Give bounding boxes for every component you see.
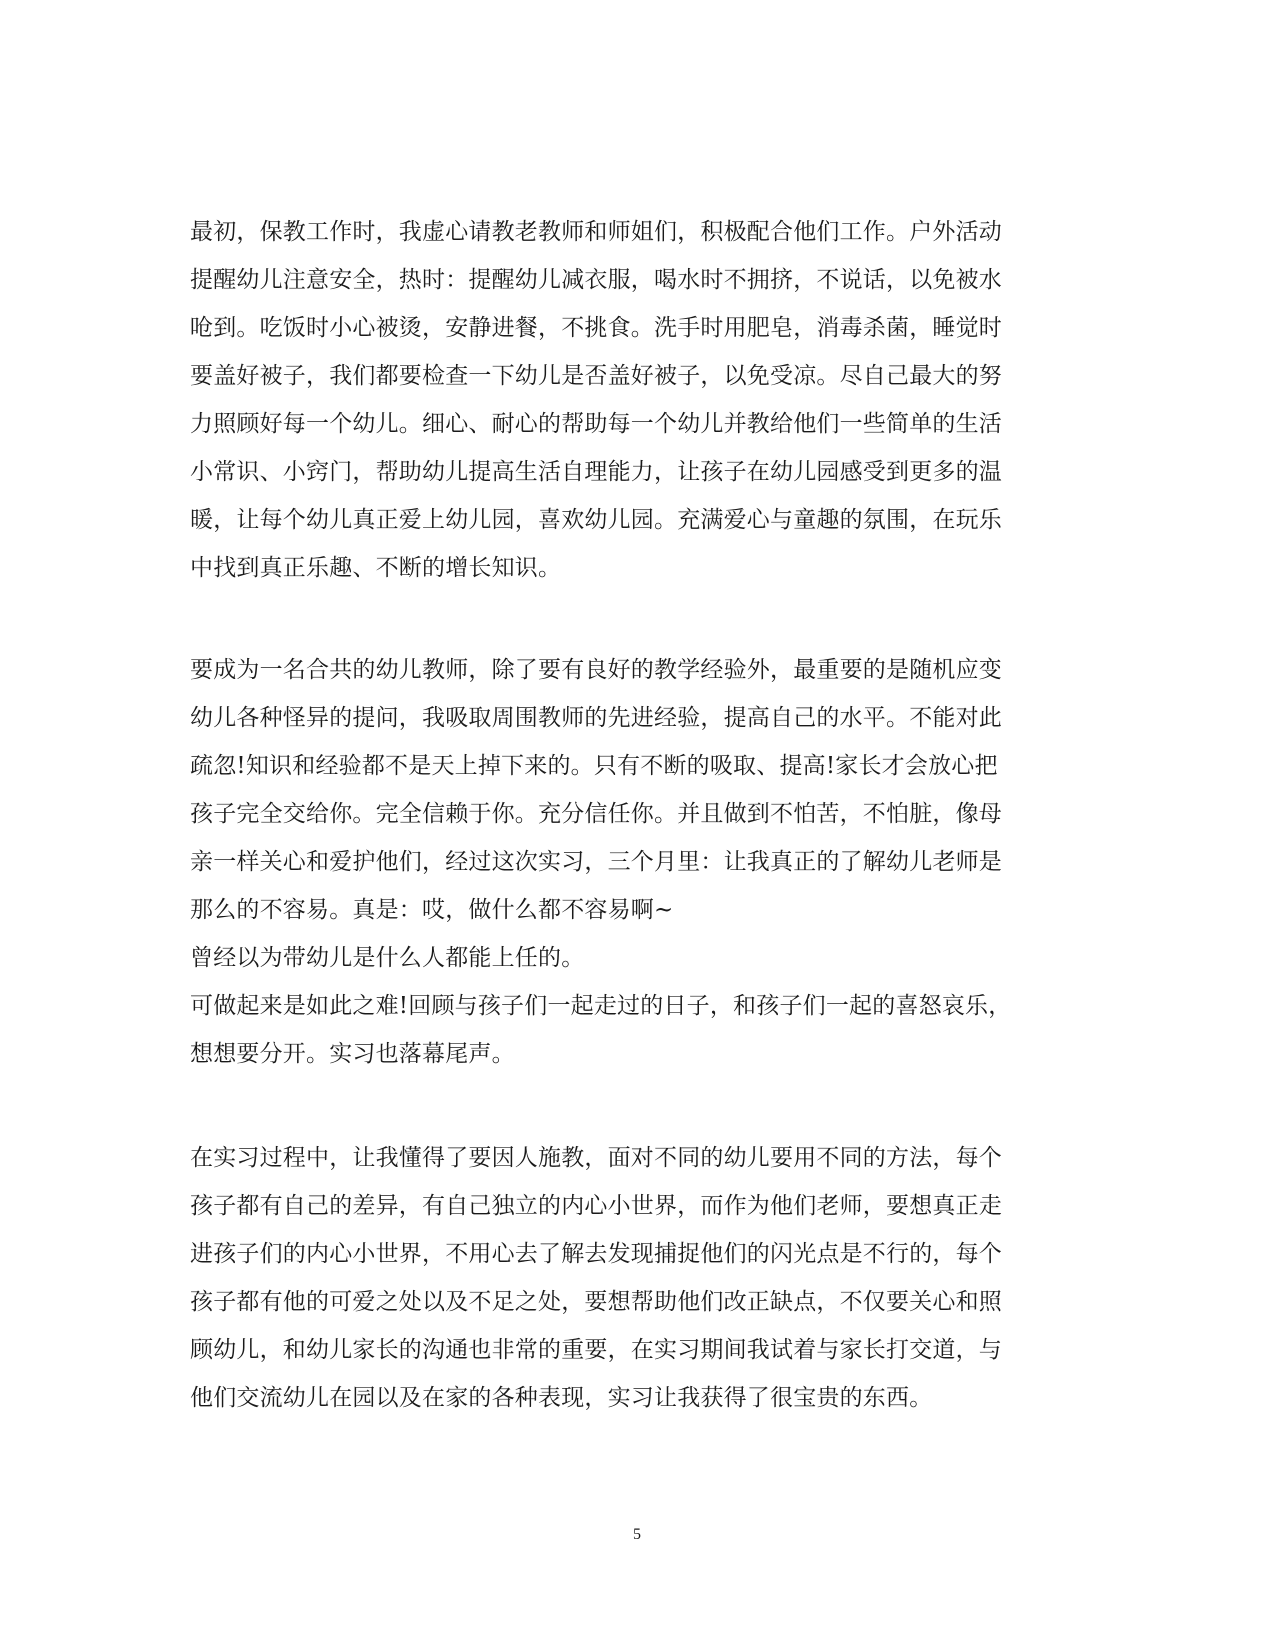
paragraph-line: 中找到真正乐趣、不断的增长知识。 [190,555,562,581]
paragraph-line: 进孩子们的内心小世界，不用心去了解去发现捕捉他们的闪光点是不行的，每个 [190,1241,1002,1267]
paragraph-line: 要成为一名合共的幼儿教师，除了要有良好的教学经验外，最重要的是随机应变 [190,657,1002,683]
paragraph-3 [190,1134,1070,1422]
paragraph-line: 力照顾好每一个幼儿。细心、耐心的帮助每一个幼儿并教给他们一些简单的生活 [190,411,1002,437]
paragraph-line: 疏忽!知识和经验都不是天上掉下来的。只有不断的吸取、提高!家长才会放心把 [190,753,998,779]
paragraph-line: 幼儿各种怪异的提问，我吸取周围教师的先进经验，提高自己的水平。不能对此 [190,705,1002,731]
paragraph-line: 呛到。吃饭时小心被烫，安静进餐，不挑食。洗手时用肥皂，消毒杀菌，睡觉时 [190,315,1002,341]
paragraph-line: 他们交流幼儿在园以及在家的各种表现，实习让我获得了很宝贵的东西。 [190,1385,933,1411]
paragraph-line: 曾经以为带幼儿是什么人都能上任的。 [190,945,585,971]
paragraph-line: 亲一样关心和爱护他们，经过这次实习，三个月里：让我真正的了解幼儿老师是 [190,849,1002,875]
paragraph-line: 顾幼儿，和幼儿家长的沟通也非常的重要，在实习期间我试着与家长打交道，与 [190,1337,1002,1363]
paragraph-line: 孩子都有他的可爱之处以及不足之处，要想帮助他们改正缺点，不仅要关心和照 [190,1289,1002,1315]
page-number: 5 [633,1526,641,1543]
paragraph-line: 小常识、小窍门，帮助幼儿提高生活自理能力，让孩子在幼儿园感受到更多的温 [190,459,1002,485]
paragraph-line: 在实习过程中，让我懂得了要因人施教，面对不同的幼儿要用不同的方法，每个 [190,1145,1002,1171]
paragraph-line: 要盖好被子，我们都要检查一下幼儿是否盖好被子，以免受凉。尽自己最大的努 [190,363,1002,389]
paragraph-line: 孩子都有自己的差异，有自己独立的内心小世界，而作为他们老师，要想真正走 [190,1193,1002,1219]
paragraph-1 [190,208,1070,592]
paragraph-line: 孩子完全交给你。完全信赖于你。充分信任你。并且做到不怕苦，不怕脏，像母 [190,801,1002,827]
paragraph-line: 提醒幼儿注意安全，热时：提醒幼儿减衣服，喝水时不拥挤，不说话，以免被水 [190,267,1002,293]
paragraph-line: 最初，保教工作时，我虚心请教老教师和师姐们，积极配合他们工作。户外活动 [190,219,1002,245]
paragraph-line: 想想要分开。实习也落幕尾声。 [190,1041,515,1067]
paragraph-line: 可做起来是如此之难!回顾与孩子们一起走过的日子，和孩子们一起的喜怒哀乐， [190,993,1012,1019]
paragraph-2 [190,646,1070,1078]
paragraph-line: 那么的不容易。真是：哎，做什么都不容易啊~ [190,897,674,923]
paragraph-line: 暖，让每个幼儿真正爱上幼儿园，喜欢幼儿园。充满爱心与童趣的氛围，在玩乐 [190,507,1002,533]
